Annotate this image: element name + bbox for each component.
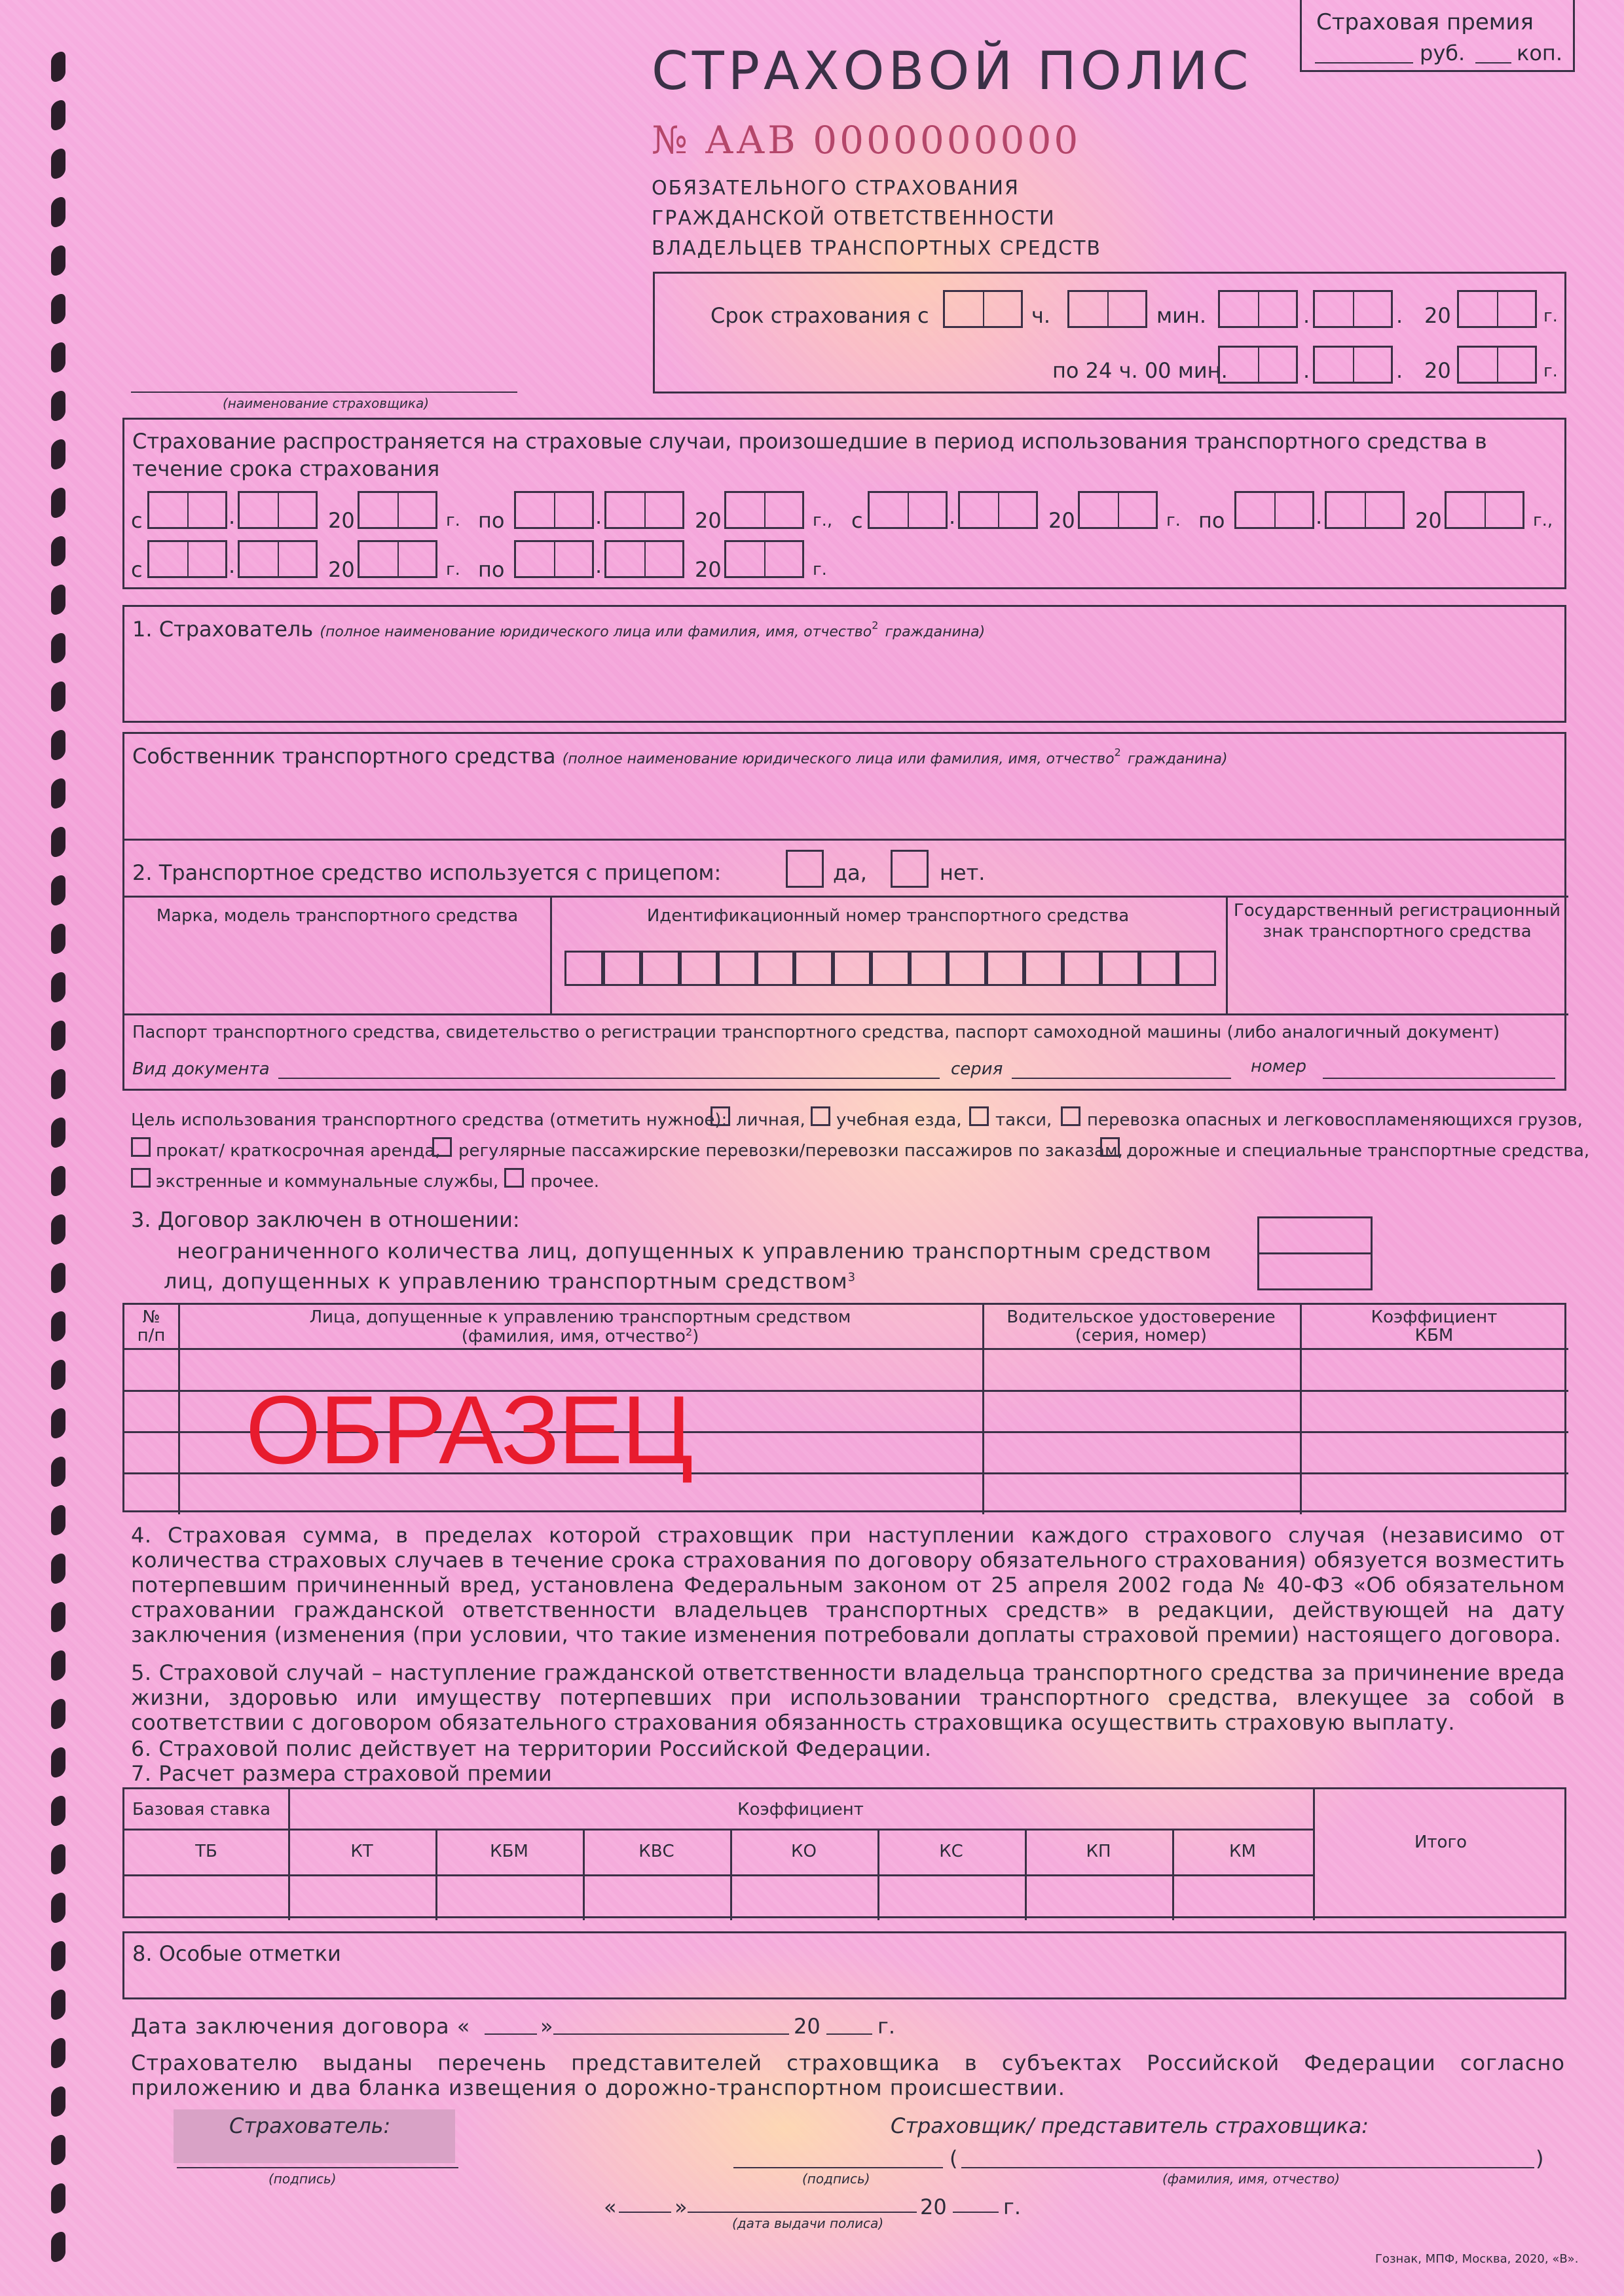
unlimited-checkbox[interactable] [1257, 1216, 1373, 1254]
sample-watermark: ОБРАЗЕЦ [246, 1376, 692, 1484]
purpose-personal-checkbox[interactable] [710, 1106, 730, 1126]
binding-hole [51, 970, 65, 1004]
premium-col-0: ТБ [195, 1842, 217, 1861]
vin-cell[interactable] [603, 951, 642, 986]
insurer-fio-caption: (фамилия, имя, отчество) [1162, 2171, 1340, 2187]
binding-hole [51, 2181, 65, 2215]
binding-hole [51, 147, 65, 181]
purpose-training-checkbox[interactable] [811, 1106, 830, 1126]
vin-cell[interactable] [718, 951, 756, 986]
term-h: ч. [1031, 303, 1051, 328]
premium-value-cell[interactable] [435, 1874, 583, 1920]
period-date-field[interactable] [1325, 491, 1405, 529]
binding-hole [51, 2133, 65, 2167]
period-year-field[interactable] [724, 540, 804, 578]
premium-col-4: КО [791, 1842, 817, 1861]
period-g: г., [1533, 511, 1553, 530]
owner-box [122, 732, 1566, 841]
binding-hole [51, 534, 65, 568]
vehicle-box [122, 841, 1566, 1091]
purpose-rent: прокат/ краткосрочная аренда, [156, 1141, 441, 1161]
binding-hole [51, 486, 65, 520]
insurant-box [122, 605, 1566, 723]
term-year-prefix-2: 20 [1424, 358, 1451, 383]
insurant-sig-label: Страхователь: [229, 2113, 391, 2138]
purpose-emergency-checkbox[interactable] [131, 1168, 151, 1188]
binding-hole [51, 1842, 65, 1876]
col-license-1: Водительское удостоверение [1006, 1307, 1276, 1327]
term-hour-from[interactable] [943, 290, 1023, 328]
vin-label: Идентификационный номер транспортного средства [646, 906, 1130, 926]
premium-kop: коп. [1517, 41, 1562, 65]
binding-hole [51, 292, 65, 326]
premium-table [122, 1787, 1566, 1918]
purpose-taxi: такси, [995, 1110, 1052, 1130]
term-year-to[interactable] [1457, 346, 1537, 384]
premium-value-cell[interactable] [730, 1874, 877, 1920]
binding-hole [51, 1406, 65, 1440]
period-intro: Страхование распространяется на страховые случаи, произошедшие в период использования транспортного средства в течение срока страхования [132, 429, 1487, 481]
vin-cell[interactable] [680, 951, 718, 986]
subtitle-2: ГРАЖДАНСКОЙ ОТВЕТСТВЕННОСТИ [652, 207, 1056, 230]
insurer-paren-close: ) [1536, 2146, 1544, 2171]
binding-hole [51, 1503, 65, 1537]
period-dot: . [595, 553, 602, 578]
make-label: Марка, модель транспортного средства [156, 906, 519, 926]
subtitle-3: ВЛАДЕЛЬЦЕВ ТРАНСПОРТНЫХ СРЕДСТВ [652, 237, 1101, 260]
vin-cell[interactable] [564, 951, 603, 986]
premium-box [1300, 0, 1575, 72]
purpose-personal: личная, [736, 1110, 805, 1130]
period-date-field[interactable] [514, 540, 594, 578]
binding-hole [51, 728, 65, 762]
owner-hint: (полное наименование юридического лица или фамилия, имя, отчество [562, 751, 1115, 767]
vin-cell[interactable] [794, 951, 833, 986]
binding-hole [51, 244, 65, 278]
term-from-label: Срок страхования с [710, 303, 929, 328]
binding-hole [51, 1745, 65, 1779]
term-to-label: по 24 ч. 00 мин. [1052, 358, 1228, 383]
contract-limited-text: лиц, допущенных к управлению транспортным средством [164, 1269, 848, 1294]
subtitle-1: ОБЯЗАТЕЛЬНОГО СТРАХОВАНИЯ [652, 177, 1020, 200]
term-min-from[interactable] [1067, 290, 1147, 328]
policy-number: № ААВ 0000000000 [652, 118, 1081, 162]
binding-hole [51, 1939, 65, 1973]
term-g: г. [1543, 306, 1558, 326]
limited-checkbox[interactable] [1257, 1252, 1373, 1290]
binding-hole [51, 389, 65, 423]
clause-7: 7. Расчет размера страховой премии [131, 1761, 553, 1786]
total-label: Итого [1414, 1832, 1467, 1852]
issue-close: » [674, 2195, 688, 2219]
purpose-dangerous: перевозка опасных и легковоспламеняющихся грузов, [1087, 1110, 1583, 1130]
vin-cell[interactable] [641, 951, 680, 986]
col-name-sup: 2 [685, 1326, 693, 1338]
binding-hole [51, 1891, 65, 1925]
special-label: 8. Особые отметки [132, 1941, 341, 1966]
binding-hole [51, 1261, 65, 1295]
insurer-fio-line[interactable] [961, 2167, 1534, 2168]
contract-year-line[interactable] [826, 2033, 872, 2035]
premium-col-1: КТ [350, 1842, 373, 1861]
contract-month-line[interactable] [553, 2033, 789, 2035]
period-g: г. [813, 560, 827, 579]
period-po-label: по [1198, 508, 1225, 533]
purpose-rent-checkbox[interactable] [131, 1137, 151, 1157]
period-date-field[interactable] [1234, 491, 1314, 529]
series-line[interactable] [1012, 1078, 1231, 1079]
term-year-from[interactable] [1457, 290, 1537, 328]
insurer-sig-label: Страховщик/ представитель страховщика: [891, 2113, 1369, 2138]
period-dot: . [949, 504, 956, 529]
period-year-prefix: 20 [1415, 508, 1442, 533]
binding-hole [51, 1164, 65, 1198]
vin-cell[interactable] [1024, 951, 1063, 986]
reg-label-1: Государственный регистрационный [1233, 901, 1561, 920]
col-name-2 [178, 1326, 982, 1347]
trailer-yes-checkbox[interactable] [786, 850, 824, 888]
period-dot: . [229, 504, 236, 529]
period-year-prefix: 20 [695, 508, 722, 533]
premium-value-cell[interactable] [124, 1874, 288, 1920]
vin-cell[interactable] [1177, 951, 1216, 986]
trailer-label: 2. Транспортное средство используется с прицепом: [132, 860, 722, 885]
period-date-field[interactable] [514, 491, 594, 529]
binding-hole [51, 1649, 65, 1683]
col-name-2-text: (фамилия, имя, отчество [461, 1326, 686, 1347]
doc-type-line[interactable] [278, 1078, 940, 1079]
col-kbm-1: Коэффициент [1371, 1307, 1498, 1327]
binding-hole [51, 873, 65, 907]
owner-label [132, 744, 1228, 769]
purpose-other-checkbox[interactable] [504, 1168, 524, 1188]
binding-hole [51, 1794, 65, 1828]
period-year-field[interactable] [724, 491, 804, 529]
contract-day-line[interactable] [485, 2033, 537, 2035]
period-date-field[interactable] [604, 491, 684, 529]
contract-unlimited: неограниченного количества лиц, допущенных к управлению транспортным средством [177, 1239, 1212, 1264]
binding-hole [51, 195, 65, 229]
binding-hole [51, 922, 65, 956]
premium-rub: руб. [1420, 41, 1466, 65]
series-label: серия [951, 1059, 1003, 1079]
number-line[interactable] [1323, 1078, 1555, 1079]
premium-col-2: КБМ [490, 1842, 528, 1861]
period-s-label: с [851, 508, 863, 533]
insurant-label [132, 617, 985, 642]
contract-date-close: » [540, 2014, 553, 2039]
contract-limited [164, 1269, 856, 1294]
vin-cell[interactable] [948, 951, 986, 986]
premium-value-cell[interactable] [1172, 1874, 1313, 1920]
period-year-field[interactable] [358, 540, 437, 578]
premium-value-cell[interactable] [583, 1874, 730, 1920]
term-g-2: г. [1543, 361, 1558, 381]
issue-year-line[interactable] [953, 2212, 999, 2213]
period-date-field[interactable] [238, 540, 318, 578]
issue-caption: (дата выдачи полиса) [732, 2215, 884, 2231]
period-year-prefix: 20 [695, 557, 722, 582]
binding-hole [51, 583, 65, 617]
passport-label: Паспорт транспортного средства, свидетельство о регистрации транспортного средства, паспорт самоходной машины (либо аналогичный документ) [132, 1023, 1500, 1042]
binding-hole [51, 98, 65, 132]
period-dot: . [1316, 504, 1323, 529]
binding-hole [51, 1455, 65, 1489]
period-date-field[interactable] [238, 491, 318, 529]
binding-hole [51, 1116, 65, 1150]
purpose-passenger: регулярные пассажирские перевозки/перевозки пассажиров по заказам, [458, 1141, 1123, 1161]
period-g: г., [813, 511, 833, 530]
coefficient-label: Коэффициент [737, 1800, 864, 1819]
premium-value-cell[interactable] [288, 1874, 435, 1920]
period-g: г. [446, 511, 460, 530]
vin-cell[interactable] [871, 951, 910, 986]
owner-sup: 2 [1114, 746, 1121, 759]
purpose-passenger-checkbox[interactable] [432, 1137, 452, 1157]
premium-col-6: КП [1086, 1842, 1111, 1861]
premium-col-3: КВС [638, 1842, 674, 1861]
period-date-field[interactable] [147, 491, 227, 529]
trailer-yes: да, [833, 860, 867, 885]
period-g: г. [1166, 511, 1181, 530]
col-num: № [142, 1307, 160, 1327]
special-box [122, 1931, 1566, 1999]
period-year-prefix: 20 [328, 557, 355, 582]
binding-hole [51, 1552, 65, 1586]
col-name-1: Лица, допущенные к управлению транспортным средством [309, 1307, 851, 1327]
owner-title: Собственник транспортного средства [132, 744, 556, 769]
period-year-field[interactable] [1445, 491, 1524, 529]
premium-label: Страховая премия [1316, 9, 1534, 35]
issue-day-line[interactable] [619, 2212, 671, 2213]
vin-cell[interactable] [986, 951, 1025, 986]
issue-month-line[interactable] [688, 2212, 917, 2213]
binding-hole [51, 1309, 65, 1343]
period-po-label: по [478, 508, 505, 533]
purpose-road: дорожные и специальные транспортные средства, [1126, 1141, 1590, 1161]
owner-hint-end: гражданина) [1127, 751, 1228, 767]
period-year-prefix: 20 [328, 508, 355, 533]
issue-g: г. [1003, 2195, 1021, 2219]
term-month-to[interactable] [1313, 346, 1393, 384]
binding-hole [51, 1600, 65, 1634]
binding-hole [51, 1358, 65, 1392]
footer-note: Страхователю выданы перечень представителей страховщика в субъектах Российской Федерации согласно приложению и два бланка извещения о дорожно-транспортном происшествии. [131, 2050, 1565, 2100]
col-license-2: (серия, номер) [1075, 1326, 1208, 1345]
premium-col-7: КМ [1229, 1842, 1256, 1861]
binding-hole [51, 1697, 65, 1731]
premium-col-5: КС [939, 1842, 963, 1861]
purpose-emergency: экстренные и коммунальные службы, [156, 1172, 499, 1192]
purpose-training: учебная езда, [836, 1110, 962, 1130]
contract-label: 3. Договор заключен в отношении: [131, 1207, 520, 1232]
insurant-sup: 2 [872, 619, 879, 632]
premium-value-cell[interactable] [1025, 1874, 1172, 1920]
period-dot: . [229, 553, 236, 578]
page-title: СТРАХОВОЙ ПОЛИС [652, 41, 1253, 101]
contract-year-prefix: 20 [794, 2014, 821, 2039]
premium-value-cell[interactable] [877, 1874, 1025, 1920]
purpose-other: прочее. [530, 1172, 600, 1192]
binding-hole [51, 1212, 65, 1247]
reg-label-2: знак транспортного средства [1263, 922, 1532, 941]
term-month-from[interactable] [1313, 290, 1393, 328]
insurant-hint: (полное наименование юридического лица или фамилия, имя, отчество [320, 624, 872, 640]
issue-year-prefix: 20 [920, 2195, 947, 2219]
vin-cell[interactable] [1063, 951, 1101, 986]
term-box: Срок страхования с ч. мин. . . 20 г. по 24 ч. 00 мин. . . 20 г. [653, 272, 1566, 393]
vin-cell[interactable] [910, 951, 948, 986]
period-year-field[interactable] [1078, 491, 1158, 529]
col-name-end: ) [692, 1326, 699, 1347]
period-date-field[interactable] [958, 491, 1038, 529]
insurant-sign-caption: (подпись) [268, 2171, 337, 2187]
base-rate-label: Базовая ставка [132, 1800, 270, 1819]
insurer-name-caption: (наименование страховщика) [223, 395, 430, 411]
binding-hole [51, 680, 65, 714]
vin-cell[interactable] [1101, 951, 1139, 986]
insurer-name-line[interactable] [131, 392, 517, 393]
term-day-from[interactable] [1218, 290, 1298, 328]
clause-4: 4. Страховая сумма, в пределах которой страховщик при наступлении каждого страхового случая (независимо от количества страховых случаев в течение срока страхования по договору обязательного страхования) обязуется возместить потерпевшим причиненный вред, установлена Федеральным законом от 25 апреля 2002 года № 40-ФЗ «Об обязательном страховании гражданской ответственности владельцев транспортных средств» в редакции, действующей на дату заключения (изменения (при условии, что такие изменения потребовали доплаты страховой премии) настоящего договора. [131, 1523, 1565, 1647]
vin-cell[interactable] [756, 951, 795, 986]
clause-5: 5. Страховой случай – наступление гражданской ответственности владельца транспортного средства за причинение вреда жизни, здоровью или имуществу потерпевших при использовании транспортного средства, влекущее за собой в соответствии с договором обязательного страхования обязанность страховщика осуществить страховую выплату. [131, 1660, 1565, 1735]
vin-cell[interactable] [833, 951, 872, 986]
binding-hole [51, 437, 65, 471]
binding-hole [51, 631, 65, 665]
period-year-prefix: 20 [1048, 508, 1075, 533]
contract-date-label: Дата заключения договора « [131, 2014, 471, 2039]
col-num-2: п/п [137, 1326, 166, 1345]
binding-hole [51, 2085, 65, 2119]
period-s-label: с [131, 508, 143, 533]
insurer-sign-caption: (подпись) [802, 2171, 870, 2187]
period-year-field[interactable] [358, 491, 437, 529]
trailer-no: нет. [940, 860, 986, 885]
contract-limited-sup: 3 [847, 1270, 857, 1285]
term-year-prefix: 20 [1424, 303, 1451, 328]
term-day-to[interactable] [1218, 346, 1298, 384]
binding-hole [51, 1067, 65, 1101]
period-date-field[interactable] [147, 540, 227, 578]
insurer-paren-open: ( [950, 2146, 958, 2171]
insurant-title: 1. Страхователь [132, 617, 314, 642]
binding-hole [51, 825, 65, 859]
issue-open: « [604, 2195, 617, 2219]
period-po-label: по [478, 557, 505, 582]
printer-mark: Гознак, МПФ, Москва, 2020, «В». [1375, 2252, 1579, 2266]
binding-hole [51, 2230, 65, 2264]
vin-input[interactable] [564, 951, 1215, 986]
period-date-field[interactable] [604, 540, 684, 578]
period-dot: . [595, 504, 602, 529]
purpose-dangerous-checkbox[interactable] [1061, 1106, 1080, 1126]
col-kbm-2: КБМ [1414, 1326, 1454, 1345]
binding-hole [51, 776, 65, 811]
binding-hole [51, 50, 65, 84]
purpose-taxi-checkbox[interactable] [969, 1106, 989, 1126]
purpose-intro: Цель использования транспортного средства (отметить нужное): [131, 1110, 728, 1130]
binding-hole [51, 340, 65, 374]
binding-hole [51, 2036, 65, 2070]
vin-cell[interactable] [1139, 951, 1178, 986]
purpose-road-checkbox[interactable] [1100, 1137, 1120, 1157]
insurant-hint-end: гражданина) [885, 624, 986, 640]
trailer-no-checkbox[interactable] [891, 850, 929, 888]
insurer-sign-line[interactable] [733, 2167, 943, 2168]
clause-6: 6. Страховой полис действует на территории Российской Федерации. [131, 1736, 932, 1761]
period-date-field[interactable] [868, 491, 948, 529]
period-g: г. [446, 560, 460, 579]
term-min: мин. [1156, 303, 1207, 328]
binding-hole [51, 1988, 65, 2022]
period-s-label: с [131, 557, 143, 582]
number-label: номер [1251, 1057, 1307, 1076]
contract-g: г. [877, 2014, 895, 2039]
doc-type-label: Вид документа [132, 1059, 270, 1079]
binding-hole [51, 1019, 65, 1053]
binding-holes [46, 39, 72, 2278]
